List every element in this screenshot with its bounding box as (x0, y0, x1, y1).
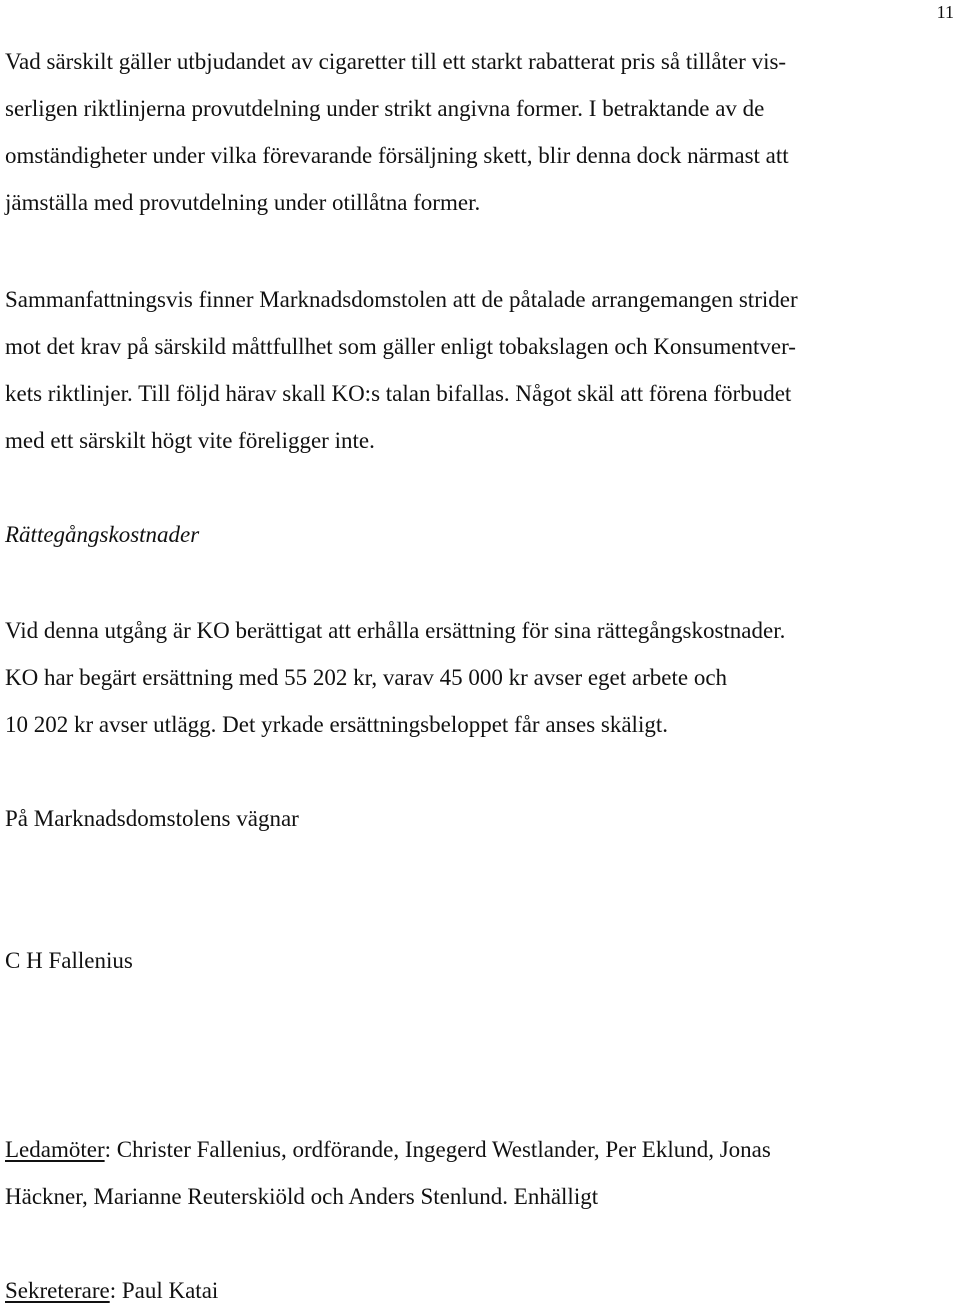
text-line: mot det krav på särskild måttfullhet som gäller enligt tobakslagen och Konsumentver- (5, 334, 796, 359)
text-line: KO har begärt ersättning med 55 202 kr, varav 45 000 kr avser eget arbete och (5, 665, 728, 690)
members-label: Ledamöter (5, 1137, 105, 1162)
text-line: Vad särskilt gäller utbjudandet av cigaretter till ett starkt rabatterat pris så tillåter vis- (5, 49, 787, 74)
secretary-name: : Paul Katai (109, 1278, 219, 1303)
text-line: serligen riktlinjerna provutdelning under strikt angivna former. I betraktande av de (5, 96, 765, 121)
text-line: Vid denna utgång är KO berättigat att erhålla ersättning för sina rättegångskostnader. (5, 618, 786, 643)
page-number: 11 (936, 2, 954, 22)
members-list: : Christer Fallenius, ordförande, Ingegerd Westlander, Per Eklund, Jonas (104, 1137, 771, 1162)
text-line: med ett särskilt högt vite föreligger inte. (5, 428, 375, 453)
paragraph-legal-costs (5, 607, 950, 748)
text-line: jämställa med provutdelning under otillåtna former. (5, 190, 481, 215)
secretary-label: Sekreterare (5, 1278, 110, 1303)
text-line: Sammanfattningsvis finner Marknadsdomstolen att de påtalade arrangemangen strider (5, 287, 798, 312)
members-line (5, 1126, 950, 1173)
on-behalf-line: På Marknadsdomstolens vägnar (5, 806, 299, 831)
text-line: kets riktlinjer. Till följd härav skall KO:s talan bifallas. Något skäl att förena förbudet (5, 381, 792, 406)
text-line: 10 202 kr avser utlägg. Det yrkade ersättningsbeloppet får anses skäligt. (5, 712, 668, 737)
paragraph-cigarette-pricing (5, 38, 950, 226)
members-paragraph (5, 1126, 950, 1220)
members-line: Häckner, Marianne Reuterskiöld och Anders Stenlund. Enhälligt (5, 1184, 599, 1209)
secretary-line (5, 1267, 950, 1314)
section-heading-legal-costs: Rättegångskostnader (5, 522, 200, 547)
signatory-name: C H Fallenius (5, 948, 133, 973)
paragraph-summary (5, 276, 950, 464)
text-line: omständigheter under vilka förevarande försäljning skett, blir denna dock närmast att (5, 143, 789, 168)
